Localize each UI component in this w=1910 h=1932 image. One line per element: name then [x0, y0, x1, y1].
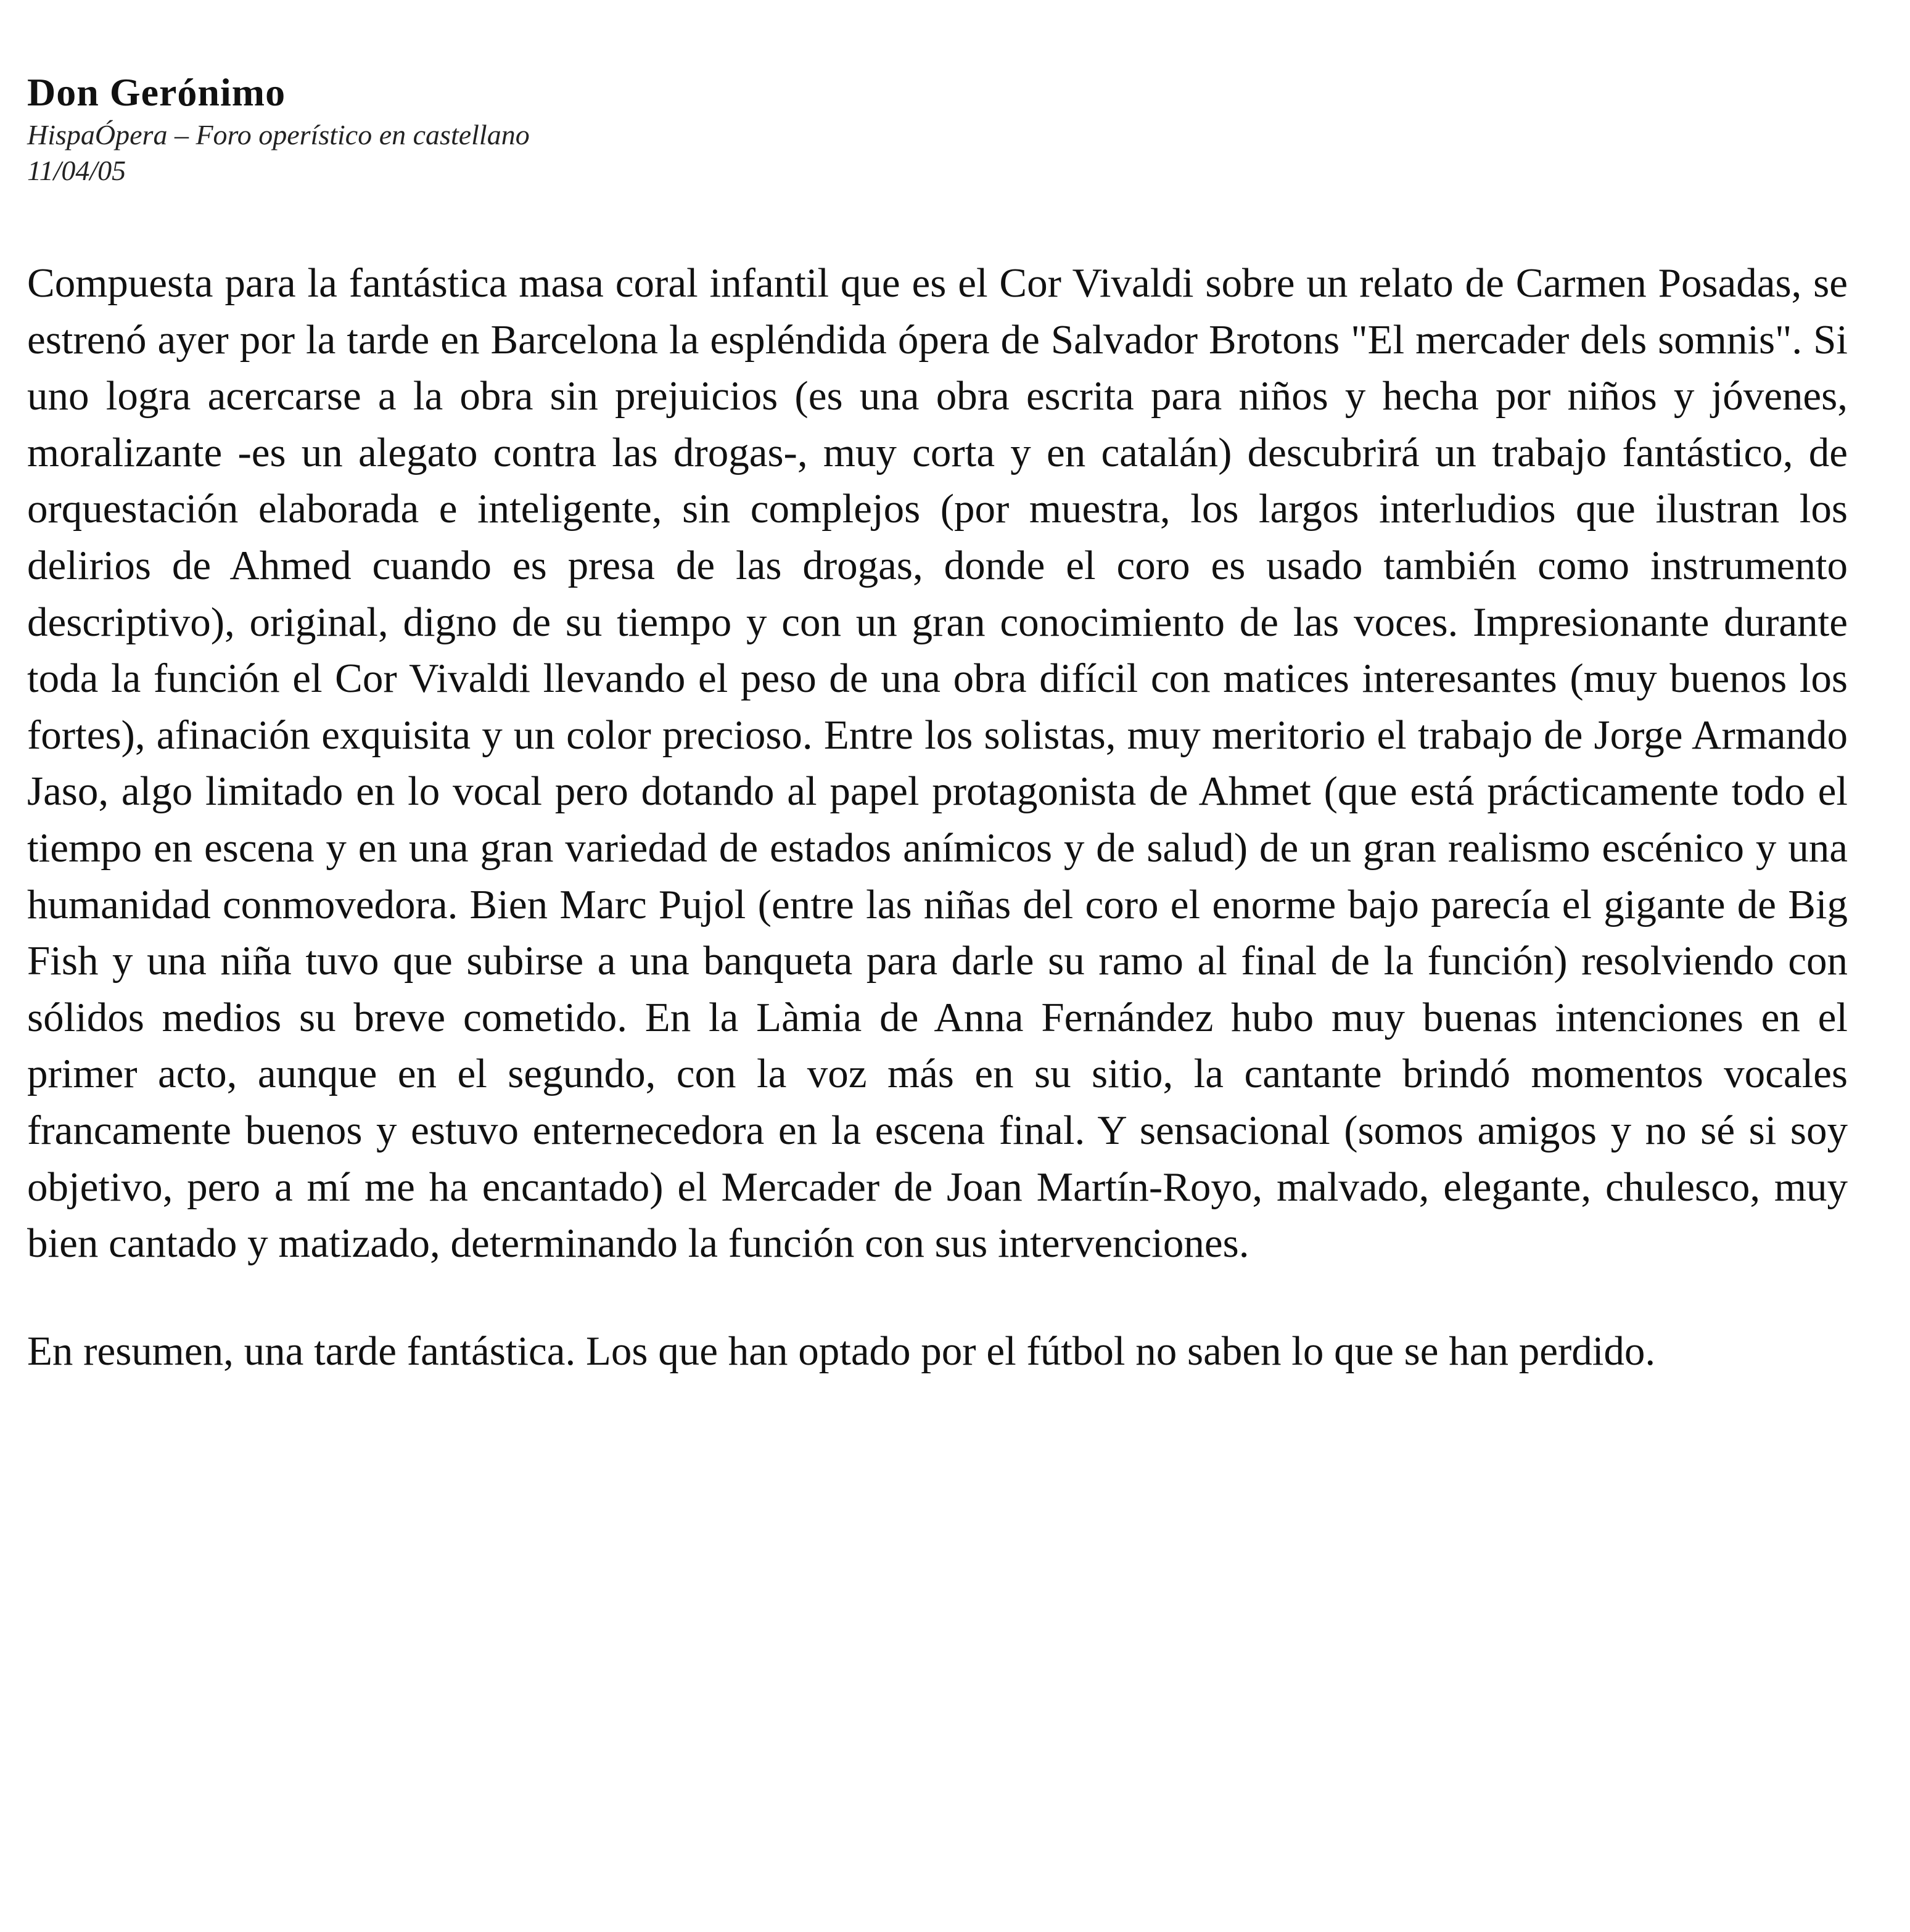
source-line: HispaÓpera – Foro operístico en castellano [27, 119, 530, 150]
article-paragraph: Compuesta para la fantástica masa coral infantil que es el Cor Vivaldi sobre un relato de Carmen Posadas, se estrenó ayer por la tarde en Barcelona la espléndida ópera de Salvador Brotons "El mercader dels somnis". Si uno logra acercarse a la obra sin prejuicios (es una obra escrita para niños y hecha por niños y jóvenes, moralizante -es un alegato contra las drogas-, muy corta y en catalán) descubrirá un trabajo fantástico, de orquestación elaborada e inteligente, sin complejos (por muestra, los largos interludios que ilustran los delirios de Ahmed cuando es presa de las drogas, donde el coro es usado también como instrumento descriptivo), original, digno de su tiempo y con un gran conocimiento de las voces. Impresionante durante toda la función el Cor Vivaldi llevando el peso de una obra difícil con matices interesantes (muy buenos los fortes), afinación exquisita y un color precioso. Entre los solistas, muy meritorio el trabajo de Jorge Armando Jaso, algo limitado en lo vocal pero dotando al papel protagonista de Ahmet (que está prácticamente todo el tiempo en escena y en una gran variedad de estados anímicos y de salud) de un gran realismo escénico y una humanidad conmovedora. Bien Marc Pujol (entre las niñas del coro el enorme bajo parecía el gigante de Big Fish y una niña tuvo que subirse a una banqueta para darle su ramo al final de la función) resolviendo con sólidos medios su breve cometido. En la Làmia de Anna Fernández hubo muy buenas intenciones en el primer acto, aunque en el segundo, con la voz más en su sitio, la cantante brindó momentos vocales francamente buenos y estuvo enternecedora en la escena final. Y sensacional (somos amigos y no sé si soy objetivo, pero a mí me ha encantado) el Mercader de Joan Martín-Royo, malvado, elegante, chulesco, muy bien cantado y matizado, determinando la función con sus intervenciones. [27, 260, 1848, 1267]
author-name: Don Gerónimo [27, 70, 286, 114]
article-paragraph: En resumen, una tarde fantástica. Los que han optado por el fútbol no saben lo que se han perdido. [27, 1328, 1656, 1374]
document-page [27, 68, 1848, 1379]
date-line: 11/04/05 [27, 155, 126, 186]
